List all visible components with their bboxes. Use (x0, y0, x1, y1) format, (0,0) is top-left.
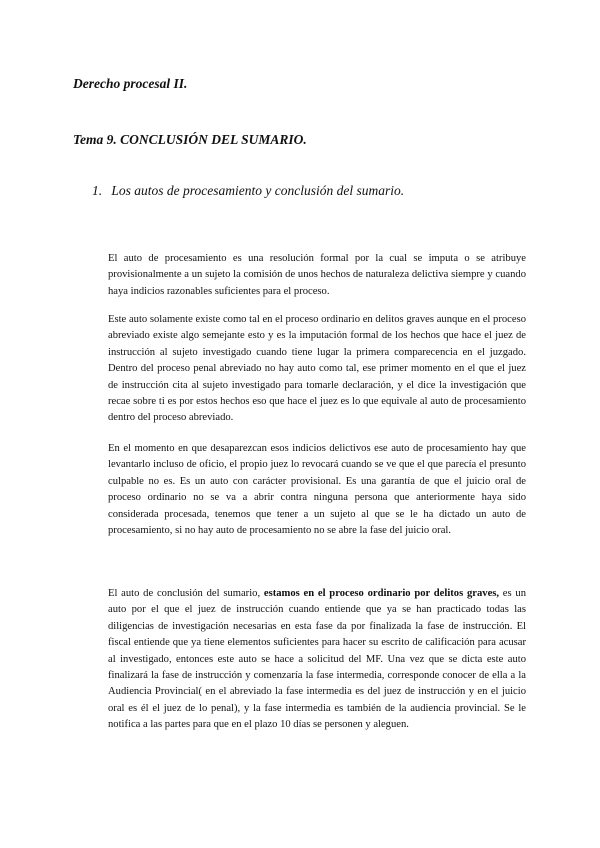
paragraph-auto-procesamiento: El auto de procesamiento es una resolución formal por la cual se imputa o se atribuye provisionalmente a un sujeto la comisión de unos hechos de naturaleza delictiva siempre y cuando haya indicios razonables suficientes para el proceso. (108, 253, 526, 297)
paragraph-emphasis: estamos en el proceso ordinario por delitos graves, (263, 588, 500, 599)
paragraph-revocacion: En el momento en que desaparezcan esos indicios delictivos ese auto de procesamiento hay que levantarlo incluso de oficio, el propio juez lo revocará cuando se ve que el que parecía el presunto culpable no es. Es un auto con carácter provisional. Es una garantía de que el juicio oral de proceso ordinario no se va a abrir contra ninguna persona que anteriormente haya sido considerada procesada, tenemos que tener a un sujeto al que se le ha dictado un auto de procesamiento, si no hay auto de procesamiento no se abre la fase del juicio oral. (108, 443, 526, 537)
course-title: Derecho procesal II. (73, 76, 188, 91)
section-heading (92, 183, 404, 199)
paragraph-rest: es un auto por el que el juez de instrucción cuando entiende que ya se han practicado todas las diligencias de investigación necesarias en esta fase da por finalizada la fase de instrucción. El fiscal entiende que ya tiene elementos suficientes para hacer su escrito de calificación para acusar al investigado, entonces este auto se hace a solicitud del MF. Una vez que se dicta este auto finalizará la fase de instrucción y comenzaría la fase intermedia, corresponde conocer de ella a la Audiencia Provincial( en el abreviado la fase intermedia es del juez de instrucción y en el juicio oral es él el juez de lo penal), y la fase intermedia es también de la audiencia provincial. Se le notifica a las partes para que en el plazo 10 días se personen y aleguen. (108, 588, 526, 731)
paragraph-proceso-abreviado: Este auto solamente existe como tal en el proceso ordinario en delitos graves aunque en el proceso abreviado existe algo semejante esto y es la imputación formal de los hechos que hace el juez de instrucción al sujeto investigado cuando tiene lugar la primera comparecencia en el juzgado. Dentro del proceso penal abreviado no hay auto como tal, ese primer momento en el que el juez de instrucción cita al sujeto investigado para tomarle declaración, y el dice la investigación que recae sobre ti es por estos hechos eso que hace el juez es lo que equivale al auto de procesamiento dentro del proceso abreviado. (108, 314, 526, 424)
section-number: 1. (92, 183, 103, 198)
section-title: Los autos de procesamiento y conclusión del sumario. (111, 183, 405, 198)
paragraph-lead: El auto de conclusión del sumario, (108, 588, 264, 599)
paragraph-auto-conclusion (108, 586, 526, 734)
topic-title: Tema 9. CONCLUSIÓN DEL SUMARIO. (73, 132, 307, 147)
